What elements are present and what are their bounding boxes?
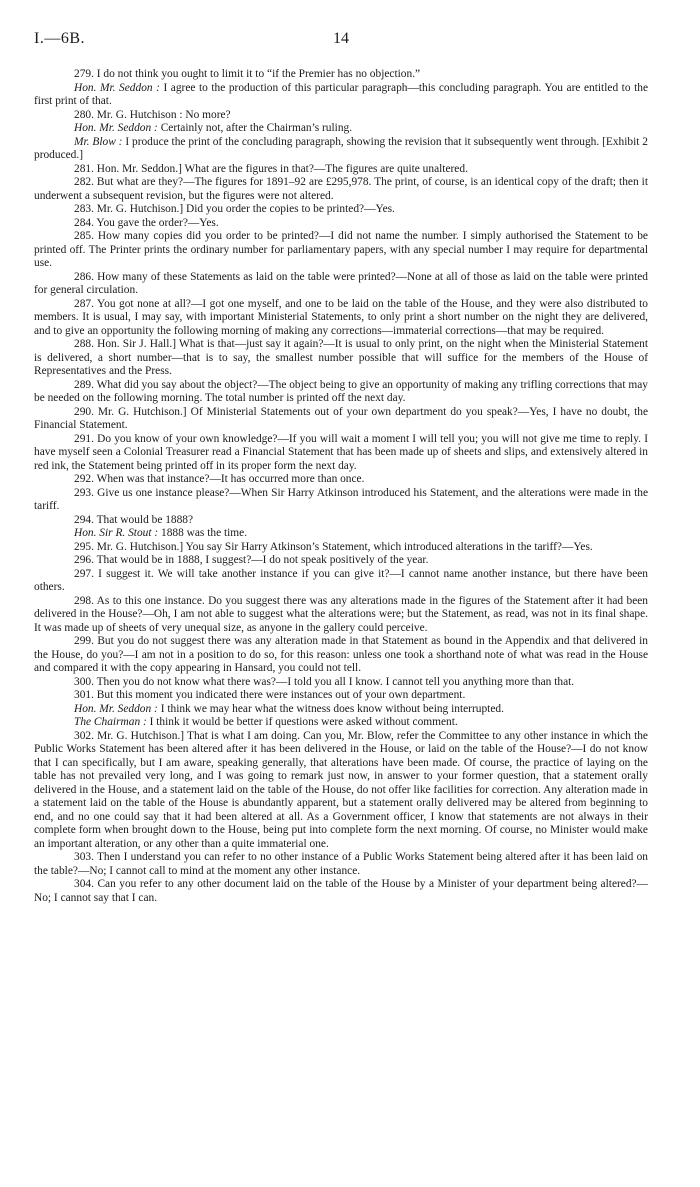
evidence-paragraph: [34, 676, 648, 690]
paragraph-text: 283. Mr. G. Hutchison.] Did you order the copies to be printed?—Yes.: [74, 203, 395, 215]
evidence-paragraph: [34, 82, 648, 109]
evidence-paragraph: [34, 109, 648, 123]
paragraph-text: I think we may hear what the witness does know without being interrupted.: [157, 702, 504, 715]
paragraph-text: 280. Mr. G. Hutchison : No more?: [74, 108, 231, 121]
speaker-name: Hon. Mr. Seddon :: [74, 702, 158, 715]
evidence-paragraph: [34, 230, 648, 271]
speaker-name: Hon. Mr. Seddon :: [74, 122, 158, 134]
evidence-paragraph: [34, 163, 648, 177]
evidence-paragraph: [34, 203, 648, 217]
evidence-body: [34, 68, 648, 905]
document-page: [34, 30, 648, 905]
evidence-paragraph: [34, 851, 648, 878]
evidence-paragraph: [34, 703, 648, 717]
evidence-paragraph: [34, 271, 648, 298]
evidence-paragraph: [34, 379, 648, 406]
evidence-paragraph: [34, 716, 648, 730]
paragraph-text: 292. When was that instance?—It has occurred more than once.: [74, 473, 365, 485]
paragraph-text: 298. As to this one instance. Do you suggest there was any alterations made in the figures of the Statement after it had been delivered in the House?—Oh, I am not able to suggest what the alterations were; but the Statement, as read, was not in its final shape. It was made up of sheets of very unequal size, as anyone in the gallery could perceive.: [34, 594, 648, 634]
evidence-paragraph: [34, 406, 648, 433]
evidence-paragraph: [34, 122, 648, 136]
paragraph-text: 289. What did you say about the object?—The object being to give an opportunity of making any trifling corrections that may be needed on the following morning. The total number is printed off the next day.: [34, 378, 648, 404]
evidence-paragraph: [34, 176, 648, 203]
evidence-paragraph: [34, 217, 648, 231]
paragraph-text: 279. I do not think you ought to limit it to “if the Premier has no objection.”: [74, 68, 421, 80]
paragraph-text: 284. You gave the order?—Yes.: [74, 216, 219, 229]
evidence-paragraph: [34, 514, 648, 528]
evidence-paragraph: [34, 298, 648, 339]
page-header: [34, 30, 648, 54]
speaker-name: Mr. Blow :: [74, 135, 123, 148]
paragraph-text: 285. How many copies did you order to be printed?—I did not name the number. I simply authorised the Statement to be printed off. The Printer prints the ordinary number for parliamentary papers, with any special number I may require for departmental use.: [34, 230, 648, 269]
evidence-paragraph: [34, 136, 648, 163]
evidence-paragraph: [34, 554, 648, 568]
evidence-paragraph: [34, 878, 648, 905]
paragraph-text: 294. That would be 1888?: [74, 513, 194, 526]
evidence-paragraph: [34, 541, 648, 555]
paragraph-text: 282. But what are they?—The figures for 1891–92 are £295,978. The print, of course, is an identical copy of the draft; then it underwent a subsequent revision, but the figures were not altered.: [34, 176, 648, 202]
paragraph-text: 281. Hon. Mr. Seddon.] What are the figures in that?—The figures are quite unaltered.: [74, 162, 468, 175]
paper-reference: I.—6B.: [34, 30, 85, 47]
paragraph-text: 1888 was the time.: [158, 527, 248, 539]
evidence-paragraph: [34, 689, 648, 703]
paragraph-text: I think it would be better if questions were asked without comment.: [146, 716, 458, 728]
paragraph-text: 291. Do you know of your own knowledge?—If you will wait a moment I will tell you; you will not give me time to reply. I have myself seen a Colonial Treasurer read a Financial Statement that has been made up of sheets and slips, and extensively altered in red ink, the Statement being printed off in its proper form the next day.: [34, 432, 648, 472]
paragraph-text: 287. You got none at all?—I got one myself, and one to be laid on the table of the House, and they were also distributed to members. It is usual, I may say, with important Ministerial Statements, to only print a short number on the night they are delivered, and to give an opportunity the following morning of making any corrections—immaterial corrections—that may be required.: [34, 297, 648, 337]
paragraph-text: 295. Mr. G. Hutchison.] You say Sir Harry Atkinson’s Statement, which introduced alterations in the tariff?—Yes.: [74, 540, 593, 553]
paragraph-text: 286. How many of these Statements as laid on the table were printed?—None at all of those as laid on the table were printed for general circulation.: [34, 270, 648, 296]
paragraph-text: 301. But this moment you indicated there were instances out of your own department.: [74, 689, 466, 701]
evidence-paragraph: [34, 68, 648, 82]
evidence-paragraph: [34, 635, 648, 676]
evidence-paragraph: [34, 473, 648, 487]
paragraph-text: I agree to the production of this particular paragraph—this concluding paragraph. You are entitled to the first print of that.: [34, 81, 648, 107]
speaker-name: The Chairman :: [74, 716, 147, 728]
paragraph-text: Certainly not, after the Chairman’s ruling.: [157, 122, 353, 134]
paragraph-text: 303. Then I understand you can refer to no other instance of a Public Works Statement being altered after it has been laid on the table?—No; I cannot call to mind at the moment any other instance.: [34, 851, 648, 877]
paragraph-text: 297. I suggest it. We will take another instance if you can give it?—I cannot name another instance, but there have been others.: [34, 567, 648, 593]
evidence-paragraph: [34, 338, 648, 379]
paragraph-text: 304. Can you refer to any other document laid on the table of the House by a Minister of your department being altered?—No; I cannot say that I can.: [34, 878, 648, 904]
paragraph-text: 293. Give us one instance please?—When Sir Harry Atkinson introduced his Statement, and the alterations were made in the tariff.: [34, 486, 648, 512]
paragraph-text: 302. Mr. G. Hutchison.] That is what I am doing. Can you, Mr. Blow, refer the Committee to any other instance in which the Public Works Statement has been altered after it has been delivered in the House, or laid on the table of the House?—I do not know that I can specifically, but I am aware, speaking generally, that alterations have been made. Of course, the practice of laying on the table has not prevailed very long, and I was going to remark just now, in answer to your former question, that a statement orally delivered in the House, and a statement laid on the table of the House, do not offer like facilities for correction. Any alteration made in a statement laid on the table of the House is abundantly apparent, but a statement orally delivered may be altered from beginning to end, and no one could say that it had been altered at all. As a Government officer, I know that statements are not always in their complete form when brought down to the House, being put into complete form the next morning. Of course, no Minister would make an important alteration, or any other than a quite immaterial one.: [34, 729, 648, 850]
page-number: 14: [333, 30, 349, 47]
speaker-name: Hon. Mr. Seddon :: [74, 81, 160, 94]
evidence-paragraph: [34, 433, 648, 474]
speaker-name: Hon. Sir R. Stout :: [74, 527, 159, 539]
paragraph-text: 290. Mr. G. Hutchison.] Of Ministerial Statements out of your own department do you speak?—Yes, I have no doubt, the Financial Statement.: [34, 405, 648, 431]
paragraph-text: 288. Hon. Sir J. Hall.] What is that—just say it again?—It is usual to only print, on the night when the Ministerial Statement is delivered, a short number—that is to say, the smallest number possible that will suffice for the members of the House of Representatives and the Press.: [34, 338, 648, 377]
evidence-paragraph: [34, 730, 648, 852]
paragraph-text: 299. But you do not suggest there was any alteration made in that Statement as bound in the Appendix and that delivered in the House, do you?—I am not in a position to do so, for this reason: unless one took a shorthand note of what was read in the House and compared it with the copy appearing in Hansard, you could not tell.: [34, 635, 648, 674]
paragraph-text: 300. Then you do not know what there was?—I told you all I know. I cannot tell you anything more than that.: [74, 675, 575, 688]
paragraph-text: I produce the print of the concluding paragraph, showing the revision that it subsequently went through. [Exhibit 2 produced.]: [34, 135, 648, 161]
evidence-paragraph: [34, 487, 648, 514]
paragraph-text: 296. That would be in 1888, I suggest?—I do not speak positively of the year.: [74, 554, 429, 566]
evidence-paragraph: [34, 568, 648, 595]
evidence-paragraph: [34, 527, 648, 541]
evidence-paragraph: [34, 595, 648, 636]
